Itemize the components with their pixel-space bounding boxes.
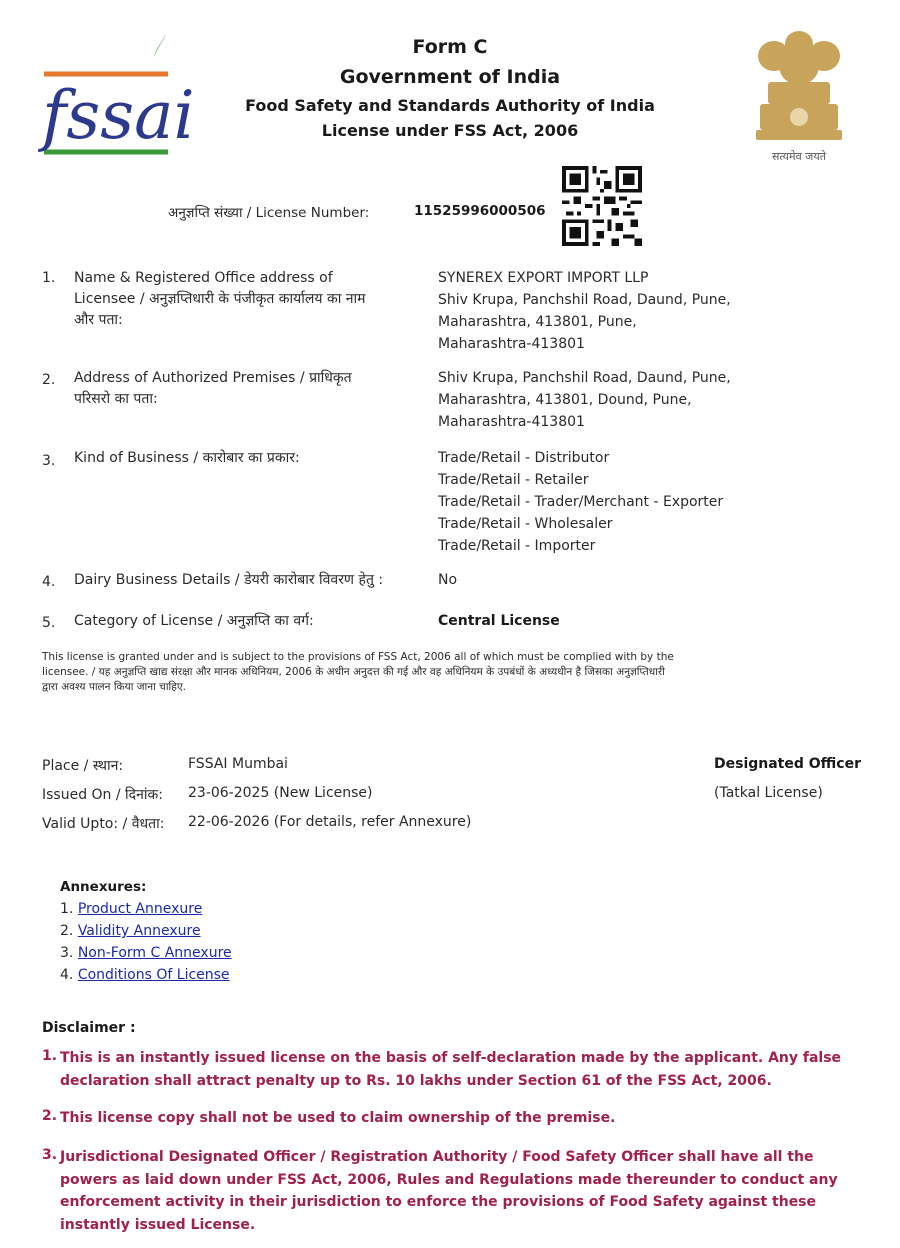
logo-text: fssai — [42, 77, 195, 154]
disclaimer-line: This license copy shall not be used to claim ownership of the premise. — [60, 1110, 616, 1126]
place-label: Place / स्थान: — [42, 758, 124, 774]
terms-line: द्वारा अवश्य पालन किया जाना चाहिए. — [42, 681, 186, 693]
annexures-title: Annexures: — [60, 879, 147, 895]
disclaimer-line: declaration shall attract penalty up to Rs. 10 lakhs under Section 61 of the FSS Act, 2006. — [60, 1072, 772, 1089]
disclaimer-line: powers as laid down under FSS Act, 2006, Rules and Regulations made thereunder to conduct any — [60, 1171, 838, 1188]
item-2-label-line: परिसरो का पता: — [74, 391, 158, 407]
national-emblem — [732, 26, 866, 168]
item-1-value-line: SYNEREX EXPORT IMPORT LLP — [438, 270, 649, 286]
designated-officer-title: Designated Officer — [714, 756, 861, 772]
disclaimer-1-text — [60, 1047, 866, 1092]
non-form-c-annexure-link[interactable]: Non-Form C Annexure — [77, 945, 232, 961]
item-1-label-line: Name & Registered Office address of — [74, 270, 333, 286]
annexure-number: 3. — [60, 945, 74, 961]
item-1-value — [438, 267, 868, 355]
item-5-label — [74, 611, 414, 632]
item-2-value — [438, 367, 868, 433]
item-3-value — [438, 447, 868, 557]
designated-officer-subtitle: (Tatkal License) — [714, 785, 823, 801]
annexure-item — [60, 901, 202, 917]
terms-line: licensee. / यह अनुज्ञप्ति खाद्य संरक्षा और मानक अधिनियम, 2006 के अधीन अनुदत्त की गई और वह अधिनियम के उपबंधों के अध्यधीन है जिसका अनुज्ञप्तिधारी — [42, 666, 665, 678]
item-2-value-line: Maharashtra, 413801, Dound, Pune, — [438, 392, 692, 408]
item-5-label-line: Category of License / अनुज्ञप्ति का वर्ग: — [74, 613, 314, 629]
item-5-value — [438, 610, 868, 632]
disclaimer-line: enforcement activity in their jurisdiction to enforce the provisions of Food Safety against these — [60, 1194, 817, 1210]
disclaimer-3-text — [60, 1146, 866, 1236]
emblem-motto: सत्यमेव जयते — [771, 150, 827, 163]
item-4-label — [74, 570, 414, 591]
disclaimer-line: instantly issued License. — [60, 1216, 256, 1233]
item-2-label-line: Address of Authorized Premises / प्राधिकृत — [74, 370, 352, 386]
item-4-label-line: Dairy Business Details / डेयरी कारोबार विवरण हेतु : — [74, 572, 384, 588]
valid-upto-value: 22-06-2026 (For details, refer Annexure) — [188, 814, 472, 830]
place-value: FSSAI Mumbai — [188, 756, 288, 772]
item-1-label-line: और पता: — [74, 312, 123, 328]
annexure-number: 1. — [60, 901, 74, 917]
issued-on-value: 23-06-2025 (New License) — [188, 785, 373, 801]
item-1-label-line: Licensee / अनुज्ञप्तिधारी के पंजीकृत कार्यालय का नाम — [74, 291, 366, 307]
item-1-number: 1. — [42, 270, 56, 286]
disclaimer-2-text — [60, 1107, 866, 1130]
item-3-value-line: Trade/Retail - Distributor — [438, 450, 610, 466]
government-title: Government of India — [339, 66, 561, 88]
disclaimer-line: Jurisdictional Designated Officer / Registration Authority / Food Safety Officer shall have all the — [60, 1149, 814, 1165]
item-3-label — [74, 448, 414, 469]
authority-title: Food Safety and Standards Authority of India — [245, 96, 655, 115]
license-number-label: अनुज्ञप्ति संख्या / License Number: — [168, 205, 370, 221]
annexure-item — [60, 945, 232, 961]
item-1-value-line: Maharashtra-413801 — [438, 336, 585, 352]
disclaimer-title: Disclaimer : — [42, 1020, 136, 1036]
fssai-logo — [36, 28, 195, 166]
license-under-title: License under FSS Act, 2006 — [321, 121, 579, 140]
valid-upto-label: Valid Upto: / वैधता: — [42, 816, 165, 832]
item-3-number: 3. — [42, 453, 56, 469]
issued-on-label: Issued On / दिनांक: — [42, 787, 163, 803]
item-2-value-line: Shiv Krupa, Panchshil Road, Daund, Pune, — [438, 370, 731, 386]
item-1-value-line: Maharashtra, 413801, Pune, — [438, 314, 637, 330]
terms-line: This license is granted under and is subject to the provisions of FSS Act, 2006 all of which must be complied with by the — [42, 651, 674, 663]
item-3-value-line: Trade/Retail - Trader/Merchant - Exporter — [438, 494, 724, 510]
item-2-number: 2. — [42, 372, 56, 388]
item-1-value-line: Shiv Krupa, Panchshil Road, Daund, Pune, — [438, 292, 731, 308]
disclaimer-line: This is an instantly issued license on the basis of self-declaration made by the applicant. Any false — [60, 1050, 842, 1066]
annexure-item — [60, 967, 230, 983]
item-5-number: 5. — [42, 615, 56, 631]
item-3-value-line: Trade/Retail - Importer — [438, 538, 596, 554]
annexure-number: 2. — [60, 923, 74, 939]
item-3-value-line: Trade/Retail - Wholesaler — [438, 516, 613, 532]
disclaimer-2-number: 2. — [42, 1108, 58, 1124]
license-number-value: 11525996000506 — [414, 203, 546, 219]
item-2-value-line: Maharashtra-413801 — [438, 414, 585, 430]
validity-annexure-link[interactable]: Validity Annexure — [77, 923, 201, 939]
item-4-value — [438, 569, 868, 591]
qr-code — [562, 166, 642, 246]
item-2-label — [74, 368, 414, 410]
item-4-value-line: No — [438, 572, 458, 588]
item-3-value-line: Trade/Retail - Retailer — [438, 472, 589, 488]
license-category: Central License — [438, 613, 560, 629]
disclaimer-1-number: 1. — [42, 1048, 58, 1064]
item-3-label-line: Kind of Business / कारोबार का प्रकार: — [74, 450, 300, 466]
form-title: Form C — [412, 36, 488, 58]
item-4-number: 4. — [42, 574, 56, 590]
product-annexure-link[interactable]: Product Annexure — [77, 901, 203, 917]
item-1-label — [74, 268, 414, 331]
license-terms-note — [42, 650, 782, 695]
disclaimer-3-number: 3. — [42, 1147, 58, 1163]
annexure-number: 4. — [60, 967, 74, 983]
conditions-of-license-link[interactable]: Conditions Of License — [77, 967, 230, 983]
annexure-item — [60, 923, 201, 939]
